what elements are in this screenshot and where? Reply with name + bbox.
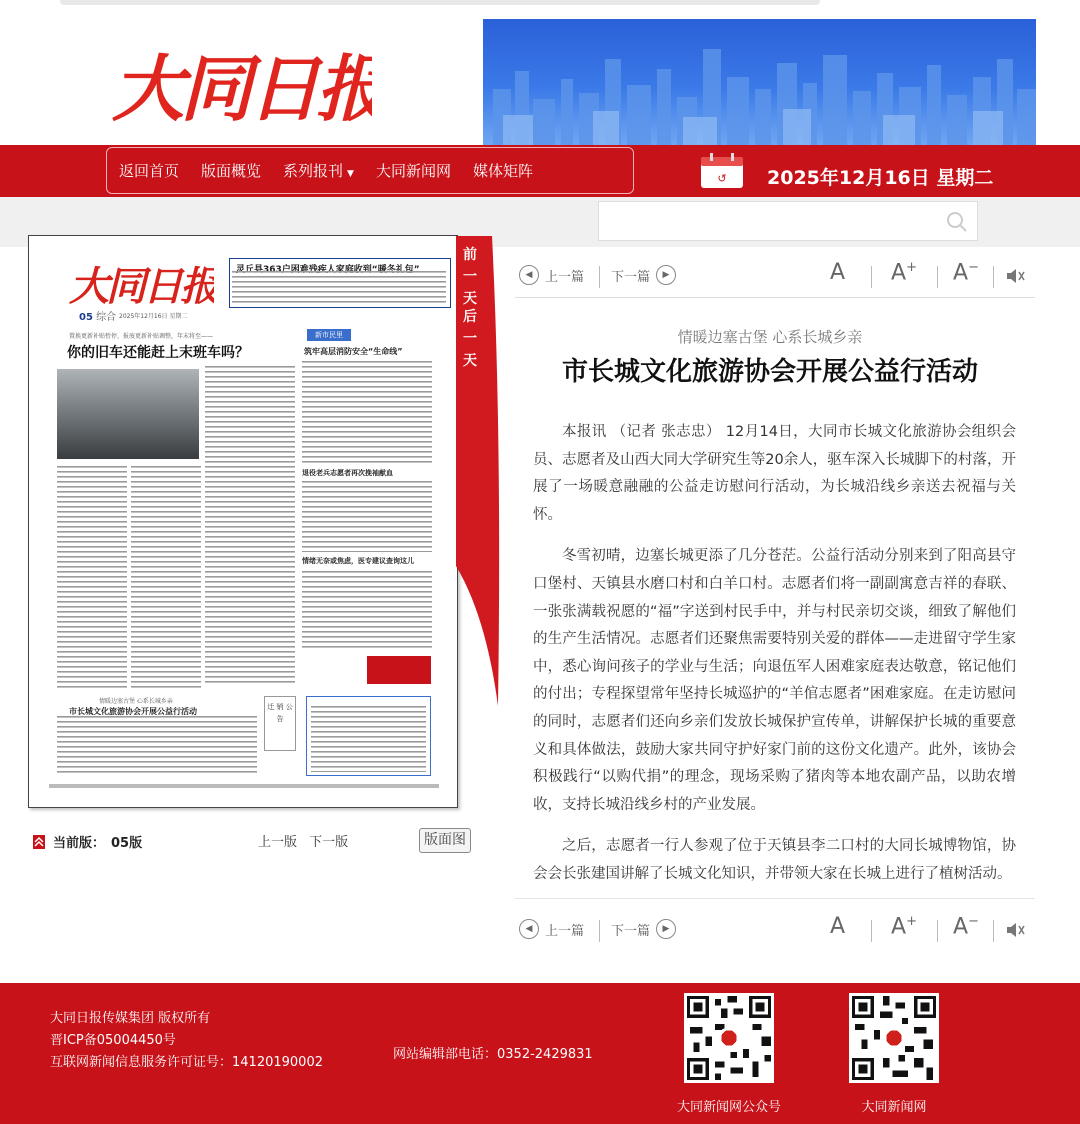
arrow-left-icon: ◀: [519, 265, 539, 285]
masthead-logo[interactable]: [112, 34, 372, 134]
license-text: 互联网新闻信息服务许可证号：14120190002: [50, 1055, 323, 1070]
divider: [515, 297, 1035, 298]
speaker-icon[interactable]: [1005, 266, 1027, 286]
search-input[interactable]: [598, 201, 978, 241]
header-banner: [483, 19, 1036, 145]
nav-series[interactable]: [283, 160, 354, 181]
font-decrease-button[interactable]: [953, 914, 979, 939]
font-decrease-label: A: [953, 914, 969, 940]
arrow-right-icon: ▶: [656, 265, 676, 285]
article-body: [533, 419, 1016, 897]
lead-headline: 你的旧车还能赶上末班车吗？: [67, 345, 249, 361]
font-increase-button[interactable]: [891, 914, 917, 939]
page-preview[interactable]: [28, 235, 458, 808]
icp-link[interactable]: 晋ICP备05004450号: [50, 1033, 176, 1048]
svg-text:大同日报: 大同日报: [112, 46, 372, 131]
nav-overview[interactable]: 版面概览: [201, 162, 262, 180]
minus-sign: −: [968, 260, 979, 275]
top-scroll-strip: [60, 0, 820, 5]
next-edition-link[interactable]: 下一版: [309, 835, 349, 850]
prev-article-button[interactable]: [519, 265, 584, 285]
main-nav: [106, 147, 634, 194]
prev-article-label: 上一篇: [545, 923, 585, 939]
edition-nav: [258, 831, 356, 850]
layout-button[interactable]: 版面图: [419, 828, 471, 853]
current-edition-value: 05版: [111, 836, 143, 851]
font-decrease-label: A: [953, 260, 969, 286]
qr-code-wechat: [684, 993, 774, 1083]
next-article-label: 下一篇: [611, 269, 651, 285]
next-article-button[interactable]: [611, 919, 676, 939]
article-title: 市长城文化旅游协会开展公益行活动: [561, 357, 978, 387]
search-icon[interactable]: [945, 210, 969, 234]
nav-series-label: 系列报刊: [283, 162, 344, 180]
body-text-columns: [29, 236, 458, 808]
font-decrease-button[interactable]: [953, 260, 979, 285]
next-article-label: 下一篇: [611, 923, 651, 939]
prev-article-label: 上一篇: [545, 269, 585, 285]
plus-sign: +: [906, 914, 917, 929]
font-normal-button[interactable]: A: [830, 914, 846, 939]
font-increase-label: A: [891, 260, 907, 286]
article-paragraph: 冬雪初晴，边塞长城更添了几分苍茫。公益行活动分别来到了阳高县守口堡村、天镇县水磨口村和白羊口村。志愿者们将一副副寓意吉祥的春联、一张张满载祝愿的“福”字送到村民手中，并与村民亲切交谈，细致了解他们的生产生活情况。志愿者们还聚焦需要特别关爱的群体——走进留守学生家中，悉心询问孩子的学业与生活；向退伍军人困难家庭表达敬意，铭记他们的付出；专程探望常年坚持长城巡护的“羊倌志愿者”困难家庭。在走访慰问的同时，志愿者们还向乡亲们发放长城保护宣传单，讲解保护长城的重要意义和具体做法，鼓励大家共同守护好家门前的这份文化遗产。此外，该协会积极践行“以购代捐”的理念，现场采购了猪肉等本地农副产品，以助农增收，支持长城沿线乡村的产业发展。: [533, 548, 1016, 813]
story-title: 退役老兵志愿者再次挽袖献血: [302, 469, 393, 477]
arrow-left-icon: ◀: [519, 919, 539, 939]
font-increase-button[interactable]: [891, 260, 917, 285]
qr-label-site: 大同新闻网: [861, 1100, 927, 1115]
qr-code-site: [849, 993, 939, 1083]
prev-article-button[interactable]: [519, 919, 584, 939]
svg-text:↺: ↺: [717, 172, 727, 185]
page-number: 05 综合: [79, 312, 117, 323]
speaker-icon[interactable]: [1005, 920, 1027, 940]
svg-text:大同日报: 大同日报: [69, 263, 214, 310]
footer: [0, 983, 1080, 1124]
font-increase-label: A: [891, 914, 907, 940]
article-paragraph: 本报讯 （记者 张志忠） 12月14日，大同市长城文化旅游协会组织会员、志愿者及山西大同大学研究生等20余人，驱车深入长城脚下的村落，开展了一场暖意融融的公益走访慰问行活动，为长城沿线乡亲送去祝福与关怀。: [533, 424, 1016, 523]
prev-day-tab[interactable]: 前 一 天: [463, 247, 477, 307]
notice-box: 迁 销 公 告: [264, 696, 296, 751]
next-day-tab[interactable]: 后 一 天: [463, 309, 477, 369]
lead-kicker: 置换更新补贴暂停，报废更新补贴调整，年末将至——: [69, 333, 214, 340]
plus-sign: +: [906, 260, 917, 275]
divider: [515, 898, 1035, 899]
prev-edition-link[interactable]: 上一版: [258, 835, 298, 850]
copyright-text: 大同日报传媒集团 版权所有: [50, 1011, 211, 1026]
low-kicker: 情暖边塞古堡 心系长城乡亲: [99, 698, 173, 705]
current-edition: [33, 832, 142, 851]
font-normal-button[interactable]: A: [830, 260, 846, 285]
current-edition-label: 当前版：: [53, 836, 106, 851]
article-paragraph: 之后，志愿者一行人参观了位于天镇县李二口村的大同长城博物馆，协会会长张建国讲解了长城文化知识，并带领大家在长城上进行了植树活动。: [533, 838, 1016, 882]
minus-sign: −: [968, 914, 979, 929]
chevron-up-icon: [33, 835, 45, 849]
chevron-down-icon: ▼: [347, 169, 354, 179]
next-article-button[interactable]: [611, 265, 676, 285]
calendar-icon: [700, 153, 744, 189]
column-tag: 新市民里: [307, 329, 351, 341]
article-toolbar-top: [515, 258, 1035, 298]
column-title: 筑牢高层消防安全“生命线”: [304, 347, 403, 356]
qr-label-wechat: 大同新闻网公众号: [676, 1100, 781, 1115]
article-toolbar-bottom: [515, 912, 1035, 952]
current-date: 2025年12月16日 星期二: [767, 167, 994, 189]
story-title: 情绪无奈或焦虑，医专建议查询这儿: [302, 557, 414, 565]
editor-phone: 网站编辑部电话：0352-2429831: [393, 1047, 593, 1062]
nav-news-site[interactable]: 大同新闻网: [375, 162, 451, 180]
low-story-title[interactable]: 市长城文化旅游协会开展公益行活动: [69, 707, 197, 716]
page-date: 2025年12月16日 星期二: [119, 313, 188, 320]
nav-media-matrix[interactable]: 媒体矩阵: [472, 162, 533, 180]
nav-home[interactable]: 返回首页: [119, 162, 180, 180]
footer-info: [50, 1008, 323, 1074]
article-subtitle: 情暖边塞古堡 心系长城乡亲: [677, 328, 863, 346]
arrow-right-icon: ▶: [656, 919, 676, 939]
